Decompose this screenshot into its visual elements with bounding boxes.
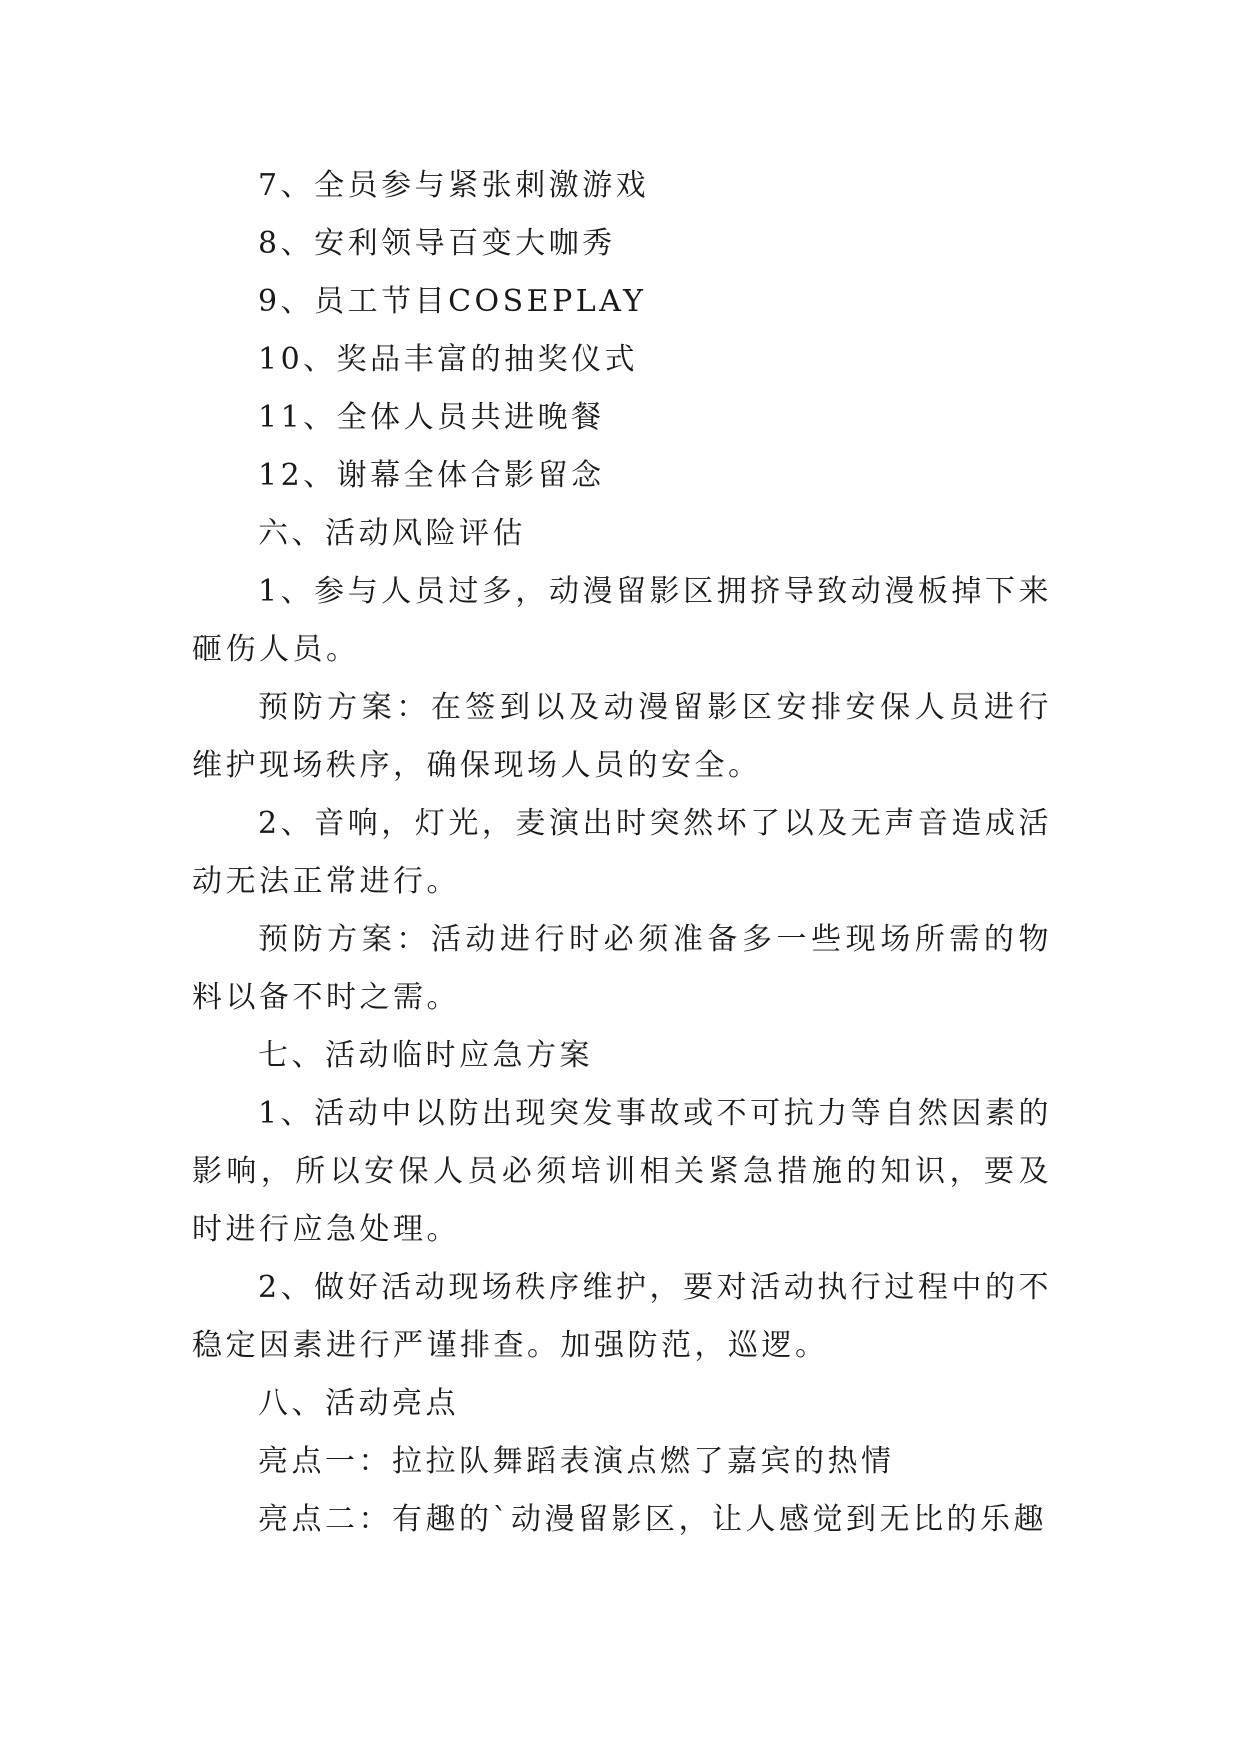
list-item-cosplay: 9、员工节目COSEPLAY <box>258 284 647 319</box>
highlight-item-anime-photo: 亮点二：有趣的`动漫留影区，让人感觉到无比的乐趣 <box>258 1502 1047 1537</box>
highlight-item-cheerleading: 亮点一：拉拉队舞蹈表演点燃了嘉宾的热情 <box>258 1444 895 1479</box>
prevention-plan-crowding: 预防方案：在签到以及动漫留影区安排安保人员进行维护现场秩序，确保现场人员的安全。 <box>192 690 1052 783</box>
list-item-group-photo: 12、谢幕全体合影留念 <box>258 458 605 493</box>
emergency-item-accident: 1、活动中以防出现突发事故或不可抗力等自然因素的影响，所以安保人员必须培训相关紧急措施的知识，要及时进行应急处理。 <box>192 1096 1052 1247</box>
risk-item-crowding: 1、参与人员过多，动漫留影区拥挤导致动漫板掉下来砸伤人员。 <box>192 574 1052 667</box>
section-heading-emergency-plan: 七、活动临时应急方案 <box>258 1038 593 1073</box>
section-heading-highlights: 八、活动亮点 <box>258 1386 459 1421</box>
prevention-plan-equipment: 预防方案：活动进行时必须准备多一些现场所需的物料以备不时之需。 <box>192 922 1052 1015</box>
emergency-item-order: 2、做好活动现场秩序维护，要对活动执行过程中的不稳定因素进行严谨排查。加强防范，巡逻。 <box>192 1270 1052 1363</box>
risk-item-equipment: 2、音响，灯光，麦演出时突然坏了以及无声音造成活动无法正常进行。 <box>192 806 1052 899</box>
list-item-dinner: 11、全体人员共进晚餐 <box>258 400 605 435</box>
section-heading-risk-assessment: 六、活动风险评估 <box>258 516 526 551</box>
document-body <box>192 157 1052 1549</box>
list-item-leader-show: 8、安利领导百变大咖秀 <box>258 226 616 261</box>
list-item-game: 7、全员参与紧张刺激游戏 <box>258 168 650 203</box>
list-item-lottery: 10、奖品丰富的抽奖仪式 <box>258 342 639 377</box>
